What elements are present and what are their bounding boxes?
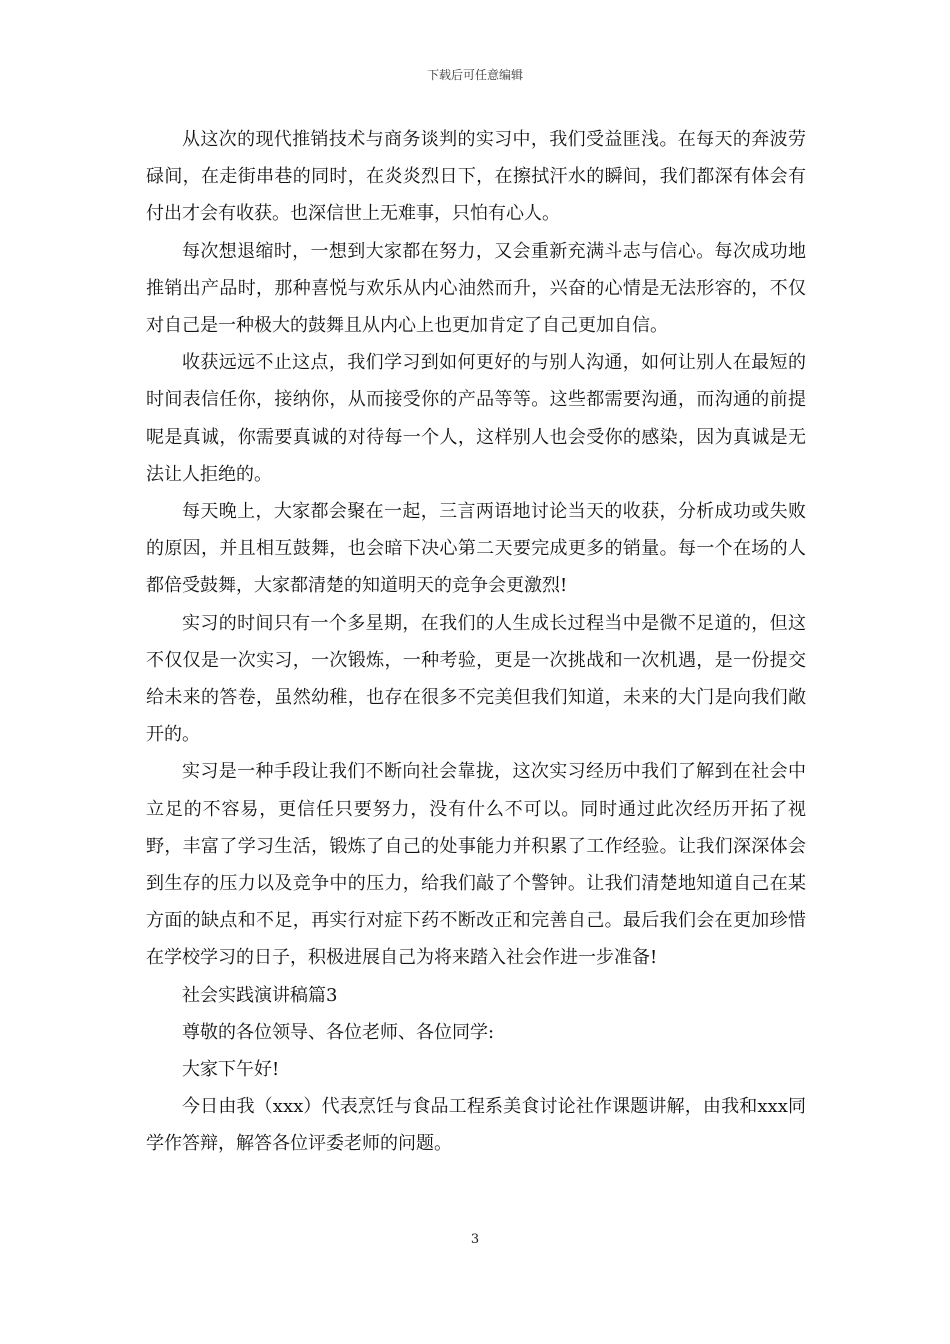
paragraph: 收获远远不止这点，我们学习到如何更好的与别人沟通，如何让别人在最短的时间表信任你，接纳你，从而接受你的产品等等。这些都需要沟通，而沟通的前提呢是真诚，你需要真诚的对待每一个人，这样别人也会受你的感染，因为真诚是无法让人拒绝的。 (146, 352, 806, 485)
paragraph: 从这次的现代推销技术与商务谈判的实习中，我们受益匪浅。在每天的奔波劳碌间，在走街串巷的同时，在炎炎烈日下，在擦拭汗水的瞬间，我们都深有体会有付出才会有收获。也深信世上无难事，只怕有心人。 (146, 129, 806, 225)
page-number: 3 (470, 1232, 480, 1247)
paragraph: 实习的时间只有一个多星期，在我们的人生成长过程当中是微不足道的，但这不仅仅是一次实习，一次锻炼，一种考验，更是一次挑战和一次机遇，是一份提交给未来的答卷，虽然幼稚，也存在很多不完美但我们知道，未来的大门是向我们敞开的。 (146, 612, 806, 746)
salutation: 尊敬的各位领导、各位老师、各位同学: (182, 1021, 495, 1043)
closing-paragraph: 今日由我（xxx）代表烹饪与食品工程系美食讨论社作课题讲解，由我和xxx同学作答辩，解答各位评委老师的问题。 (146, 1096, 806, 1155)
page-header: 下载后可任意编辑 (426, 68, 523, 82)
paragraph: 实习是一种手段让我们不断向社会靠拢，这次实习经历中我们了解到在社会中立足的不容易，更信任只要努力，没有什么不可以。同时通过此次经历开拓了视野，丰富了学习生活，锻炼了自己的处事能力并积累了工作经验。让我们深深体会到生存的压力以及竞争中的压力，给我们敲了个警钟。让我们清楚地知道自己在某方面的缺点和不足，再实行对症下药不断改正和完善自己。最后我们会在更加珍惜在学校学习的日子，积极进展自己为将来踏入社会作进一步准备! (146, 761, 806, 969)
section-title: 社会实践演讲稿篇3 (182, 984, 338, 1006)
paragraph: 每天晚上，大家都会聚在一起，三言两语地讨论当天的收获，分析成功或失败的原因，并且相互鼓舞，也会暗下决心第二天要完成更多的销量。每一个在场的人都倍受鼓舞，大家都清楚的知道明天的竞争会更激烈! (146, 501, 806, 597)
document-body (146, 121, 806, 1163)
greeting: 大家下午好! (182, 1059, 280, 1081)
paragraph: 每次想退缩时，一想到大家都在努力，又会重新充满斗志与信心。每次成功地推销出产品时，那种喜悦与欢乐从内心油然而升，兴奋的心情是无法形容的，不仅对自己是一种极大的鼓舞且从内心上也更加肯定了自己更加自信。 (146, 240, 806, 337)
